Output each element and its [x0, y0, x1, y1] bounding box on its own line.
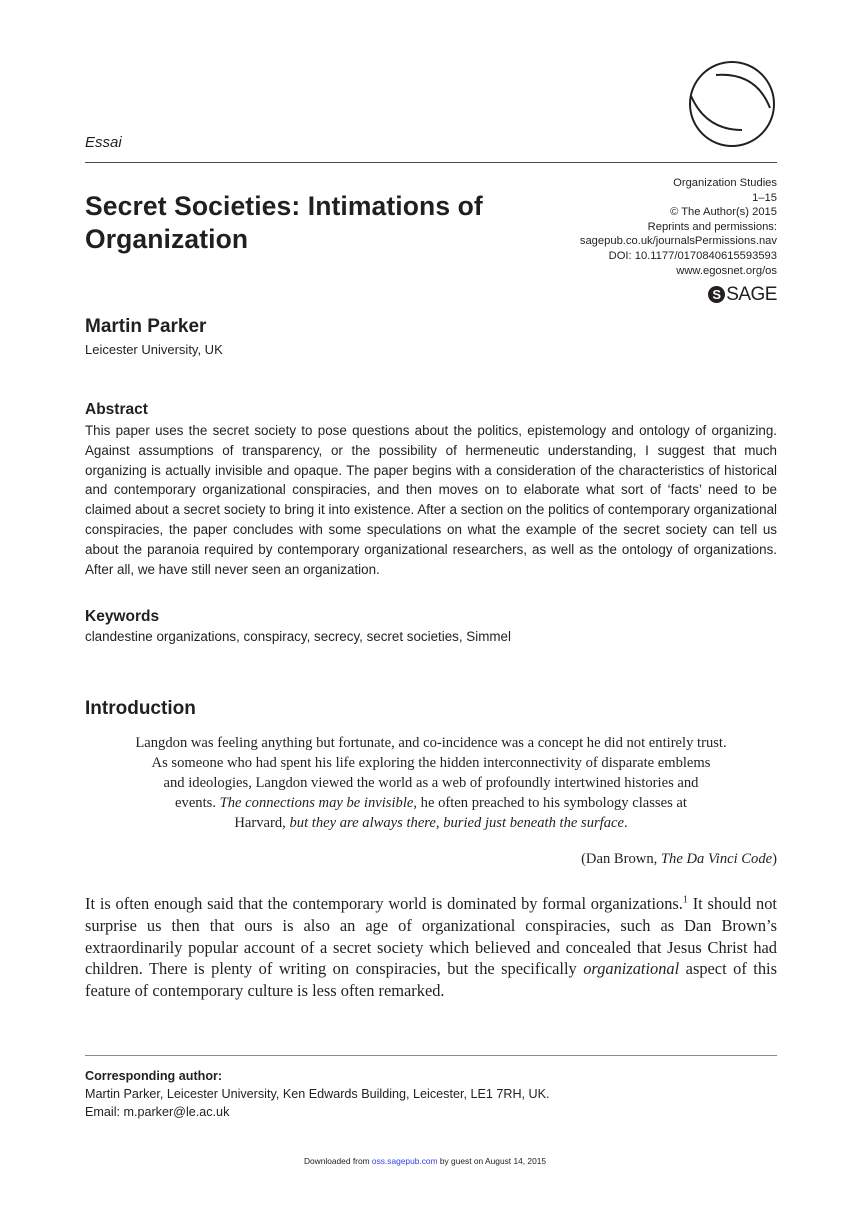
author-affiliation: Leicester University, UK	[85, 342, 223, 357]
journal-metadata	[580, 176, 777, 278]
reprints-label: Reprints and permissions:	[647, 220, 777, 233]
sage-s-icon: S	[708, 286, 725, 303]
article-title: Secret Societies: Intimations of Organization	[85, 191, 483, 254]
corresponding-author-heading: Corresponding author:	[85, 1069, 223, 1083]
corresponding-author-email[interactable]: Email: m.parker@le.ac.uk	[85, 1105, 230, 1119]
author-name: Martin Parker	[85, 316, 207, 337]
footnote-divider	[85, 1055, 777, 1056]
epigraph-source: (Dan Brown, The Da Vinci Code)	[581, 851, 777, 867]
epigraph-line: and ideologies, Langdon viewed the world as a web of profoundly intertwined histories and	[163, 775, 699, 791]
footnote-reference[interactable]: 1	[682, 894, 688, 906]
journal-website-link[interactable]: www.egosnet.org/os	[676, 264, 777, 277]
emphasis-text: organizational	[583, 959, 680, 979]
section-label: Essai	[85, 134, 122, 151]
epigraph-line: Harvard, but they are always there, buried just beneath the surface.	[234, 815, 628, 831]
doi[interactable]: DOI: 10.1177/0170840615593593	[608, 249, 777, 262]
sage-logo-text: SAGE	[726, 284, 777, 305]
sage-publisher-logo	[708, 285, 777, 304]
copyright: © The Author(s) 2015	[670, 206, 777, 219]
epigraph-line: As someone who had spent his life exploring the hidden interconnectivity of disparate emblems	[151, 755, 711, 771]
page-range: 1–15	[752, 191, 777, 204]
introduction-heading: Introduction	[85, 698, 196, 719]
journal-circle-logo-icon	[686, 58, 778, 150]
corresponding-author-address: Martin Parker, Leicester University, Ken Edwards Building, Leicester, LE1 7RH, UK.	[85, 1087, 550, 1101]
download-source-link[interactable]: oss.sagepub.com	[371, 1156, 438, 1166]
source-book-title: The Da Vinci Code	[660, 851, 773, 867]
header-divider	[85, 162, 777, 163]
keywords-text: clandestine organizations, conspiracy, secrecy, secret societies, Simmel	[85, 629, 511, 644]
journal-name: Organization Studies	[673, 177, 777, 189]
epigraph-quote	[100, 733, 762, 833]
abstract-text: This paper uses the secret society to pose questions about the politics, epistemology and ontology of organizing. Against assumptions of transparency, or the possibility of hermeneutic understanding, I suggest that much organizing is actually invisible and opaque. The paper begins with a consideration of the characteristics of historical and contemporary organizational conspiracies, and then moves on to elaborate what sort of ‘facts’ need to be claimed about a secret society to bring it into existence. After a section on the politics of contemporary organizational conspiracies, the paper concludes with some speculations on what the example of the secret society can tell us about the paranoia required by contemporary organizational researchers, as well as the ontology of organizations. After all, we have still never seen an organization.	[85, 423, 777, 577]
epigraph-line: events. The connections may be invisible, he often preached to his symbology classes at	[175, 795, 687, 811]
introduction-paragraph: It is often enough said that the contemporary world is dominated by formal organizations.$^1$ It should not surprise us then that ours is also an age of organizational conspiracies, such as Dan Brown’s extraordinarily popular account of a secret society which believed and concealed that Jesus Christ had children. There is plenty of writing on conspiracies, but the specifically organizational aspect of this feature of contemporary culture is less often remarked.	[85, 894, 777, 1001]
epigraph-emphasis: but they are always there, buried just beneath the surface	[289, 815, 624, 831]
keywords-heading: Keywords	[85, 608, 160, 625]
download-notice: Downloaded from oss.sagepub.com by guest on August 14, 2015	[303, 1156, 547, 1166]
epigraph-emphasis: The connections may be invisible	[219, 795, 414, 811]
permissions-link[interactable]: sagepub.co.uk/journalsPermissions.nav	[579, 235, 777, 248]
abstract-heading: Abstract	[85, 401, 148, 418]
epigraph-line: Langdon was feeling anything but fortunate, and co-incidence was a concept he did not entirely trust.	[135, 735, 727, 751]
